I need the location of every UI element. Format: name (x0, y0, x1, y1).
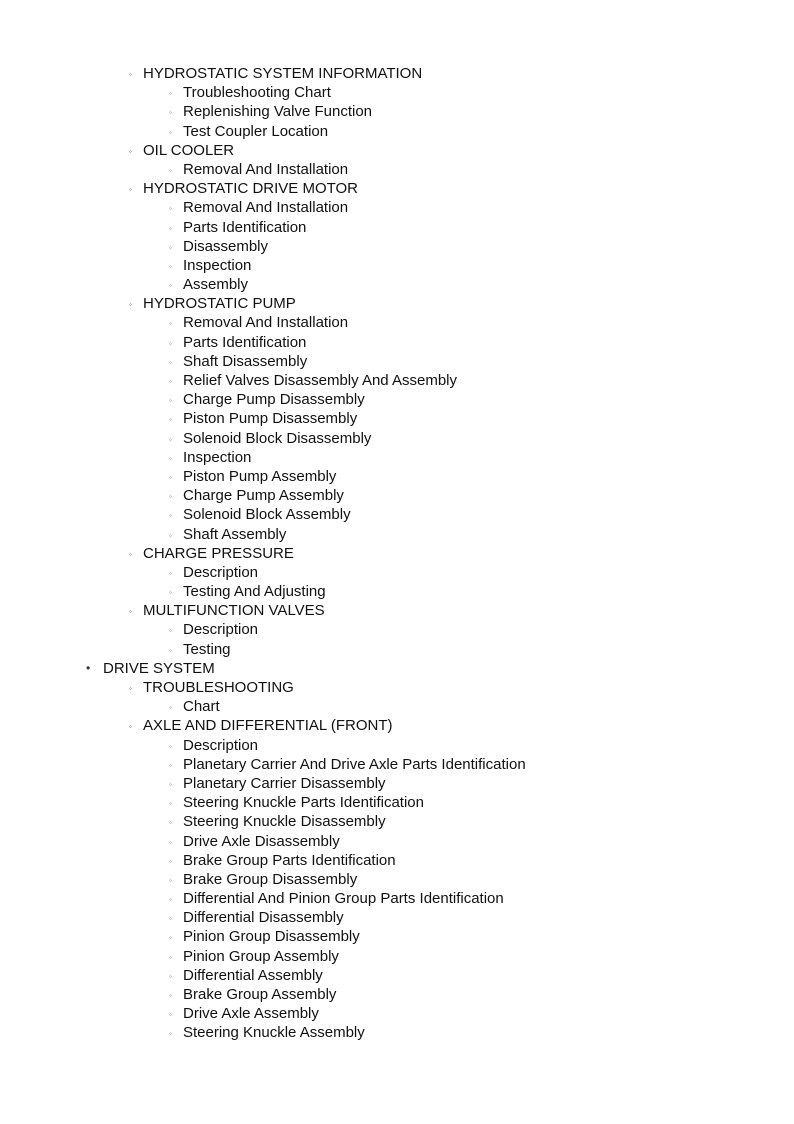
item-label: Removal And Installation (183, 314, 349, 332)
list-item (0, 985, 794, 1004)
hollow-bullet-icon: ◦ (169, 453, 172, 463)
hollow-bullet-icon: ◦ (169, 396, 172, 406)
item-label: Charge Pump Disassembly (183, 391, 365, 409)
hollow-bullet-icon: ◦ (169, 779, 172, 789)
list-item (0, 160, 794, 179)
list-item (0, 1023, 794, 1042)
hollow-bullet-icon: ◦ (129, 300, 132, 310)
hollow-bullet-icon: ◦ (169, 108, 172, 118)
item-label: Replenishing Valve Function (183, 103, 373, 121)
item-label: Planetary Carrier And Drive Axle Parts Identification (183, 755, 526, 773)
list-item (0, 505, 794, 524)
hollow-bullet-icon: ◦ (129, 185, 132, 195)
hollow-bullet-icon: ◦ (169, 875, 172, 885)
item-label: Description (183, 563, 259, 581)
item-label: Test Coupler Location (183, 122, 329, 140)
list-item (0, 198, 794, 217)
hollow-bullet-icon: ◦ (169, 645, 172, 655)
item-label: Steering Knuckle Assembly (183, 1024, 365, 1042)
list-item (0, 793, 794, 812)
item-label: Brake Group Parts Identification (183, 851, 396, 869)
item-label: Removal And Installation (183, 160, 349, 178)
hollow-bullet-icon: ◦ (169, 588, 172, 598)
list-item (0, 966, 794, 985)
hollow-bullet-icon: ◦ (169, 242, 172, 252)
list-item (0, 525, 794, 544)
list-item (0, 275, 794, 294)
list-item (0, 390, 794, 409)
hollow-bullet-icon: ◦ (169, 492, 172, 502)
hollow-bullet-icon: ◦ (129, 684, 132, 693)
item-label: Pinion Group Disassembly (183, 928, 360, 946)
item-label: Steering Knuckle Disassembly (183, 813, 386, 831)
hollow-bullet-icon: ◦ (169, 357, 172, 367)
hollow-bullet-icon: ◦ (169, 472, 172, 482)
hollow-bullet-icon: ◦ (129, 146, 132, 156)
list-item (0, 237, 794, 256)
list-item (0, 908, 794, 927)
list-item (0, 851, 794, 870)
item-label: Charge Pump Assembly (183, 487, 344, 505)
item-label: Drive Axle Assembly (183, 1005, 319, 1023)
list-item (0, 889, 794, 908)
item-label: Assembly (183, 276, 249, 294)
hollow-bullet-icon: ◦ (169, 281, 172, 291)
list-item (0, 371, 794, 390)
list-item (0, 102, 794, 121)
list-item (0, 313, 794, 332)
hollow-bullet-icon: ◦ (169, 799, 172, 809)
item-label: Planetary Carrier Disassembly (183, 774, 386, 792)
item-label: TROUBLESHOOTING (143, 679, 294, 696)
item-label: Drive Axle Disassembly (183, 832, 340, 850)
subsection-item (0, 64, 794, 83)
list-item (0, 467, 794, 486)
hollow-bullet-icon: ◦ (169, 511, 172, 521)
list-item (0, 333, 794, 352)
list-item (0, 640, 794, 659)
hollow-bullet-icon: ◦ (169, 377, 172, 386)
hollow-bullet-icon: ◦ (169, 204, 172, 214)
hollow-bullet-icon: ◦ (169, 626, 172, 636)
hollow-bullet-icon: ◦ (169, 1029, 172, 1039)
hollow-bullet-icon: ◦ (169, 991, 172, 1000)
item-label: Solenoid Block Disassembly (183, 429, 372, 447)
subsection-item (0, 678, 794, 697)
list-item (0, 122, 794, 141)
hollow-bullet-icon: ◦ (169, 741, 172, 751)
list-item (0, 812, 794, 831)
item-label: Differential And Pinion Group Parts Identification (183, 890, 504, 908)
list-item (0, 429, 794, 448)
item-label: Differential Disassembly (183, 909, 344, 927)
subsection-item (0, 716, 794, 735)
hollow-bullet-icon: ◦ (169, 895, 172, 905)
subsection-item (0, 544, 794, 563)
list-item (0, 448, 794, 467)
item-label: Description (183, 621, 259, 639)
list-item (0, 352, 794, 371)
item-label: Disassembly (183, 237, 269, 255)
list-item (0, 620, 794, 639)
hollow-bullet-icon: ◦ (169, 261, 172, 271)
hollow-bullet-icon: ◦ (169, 415, 172, 425)
hollow-bullet-icon: ◦ (169, 914, 172, 924)
hollow-bullet-icon: ◦ (129, 722, 132, 732)
item-label: Inspection (183, 256, 252, 274)
list-item (0, 947, 794, 966)
hollow-bullet-icon: ◦ (169, 760, 172, 770)
hollow-bullet-icon: ◦ (129, 549, 132, 559)
hollow-bullet-icon: ◦ (169, 837, 172, 847)
list-item (0, 774, 794, 793)
item-label: Parts Identification (183, 218, 307, 236)
hollow-bullet-icon: ◦ (169, 434, 172, 444)
list-item (0, 832, 794, 851)
list-item (0, 486, 794, 505)
list-item (0, 755, 794, 774)
item-label: Testing And Adjusting (183, 583, 326, 601)
hollow-bullet-icon: ◦ (169, 165, 172, 175)
item-label: HYDROSTATIC DRIVE MOTOR (143, 180, 359, 198)
item-label: Brake Group Assembly (183, 986, 337, 1003)
item-label: Piston Pump Assembly (183, 467, 337, 485)
item-label: Shaft Disassembly (183, 352, 308, 370)
item-label: Steering Knuckle Parts Identification (183, 794, 424, 812)
item-label: Description (183, 736, 259, 754)
item-label: Pinion Group Assembly (183, 947, 339, 965)
subsection-item (0, 179, 794, 198)
item-label: HYDROSTATIC PUMP (143, 295, 296, 313)
item-label: Piston Pump Disassembly (183, 410, 358, 428)
item-label: MULTIFUNCTION VALVES (143, 602, 325, 620)
hollow-bullet-icon: ◦ (169, 971, 172, 981)
hollow-bullet-icon: ◦ (129, 607, 132, 617)
item-label: Differential Assembly (183, 966, 323, 984)
item-label: Chart (183, 698, 220, 716)
list-item (0, 563, 794, 582)
list-item (0, 256, 794, 275)
item-label: HYDROSTATIC SYSTEM INFORMATION (143, 65, 423, 82)
item-label: Solenoid Block Assembly (183, 506, 351, 524)
list-item (0, 582, 794, 601)
hollow-bullet-icon: ◦ (169, 89, 172, 99)
hollow-bullet-icon: ◦ (169, 1010, 172, 1020)
item-label: OIL COOLER (143, 141, 235, 159)
item-label: Brake Group Disassembly (183, 870, 358, 888)
table-of-contents (0, 64, 794, 1043)
hollow-bullet-icon: ◦ (169, 818, 172, 828)
list-item (0, 1004, 794, 1023)
subsection-item (0, 601, 794, 620)
item-label: DRIVE SYSTEM (103, 659, 215, 677)
list-item (0, 83, 794, 102)
item-label: Shaft Assembly (183, 525, 287, 543)
hollow-bullet-icon: ◦ (169, 568, 172, 578)
section-item (0, 659, 794, 678)
item-label: CHARGE PRESSURE (143, 544, 294, 562)
list-item (0, 218, 794, 237)
item-label: Relief Valves Disassembly And Assembly (183, 372, 457, 389)
hollow-bullet-icon: ◦ (169, 127, 172, 137)
hollow-bullet-icon: ◦ (169, 319, 172, 329)
hollow-bullet-icon: ◦ (169, 223, 172, 233)
list-item (0, 927, 794, 946)
hollow-bullet-icon: ◦ (169, 703, 172, 713)
item-label: Troubleshooting Chart (183, 84, 331, 102)
bullet-icon: • (86, 660, 91, 675)
list-item (0, 870, 794, 889)
item-label: Removal And Installation (183, 199, 349, 217)
hollow-bullet-icon: ◦ (169, 856, 172, 866)
list-item (0, 697, 794, 716)
subsection-item (0, 294, 794, 313)
hollow-bullet-icon: ◦ (169, 933, 172, 943)
hollow-bullet-icon: ◦ (129, 70, 132, 79)
item-label: Parts Identification (183, 333, 307, 351)
item-label: Testing (183, 640, 231, 658)
subsection-item (0, 141, 794, 160)
item-label: AXLE AND DIFFERENTIAL (FRONT) (143, 717, 393, 735)
list-item (0, 409, 794, 428)
hollow-bullet-icon: ◦ (169, 530, 172, 540)
item-label: Inspection (183, 448, 252, 466)
hollow-bullet-icon: ◦ (169, 338, 172, 348)
hollow-bullet-icon: ◦ (169, 952, 172, 962)
list-item (0, 736, 794, 755)
